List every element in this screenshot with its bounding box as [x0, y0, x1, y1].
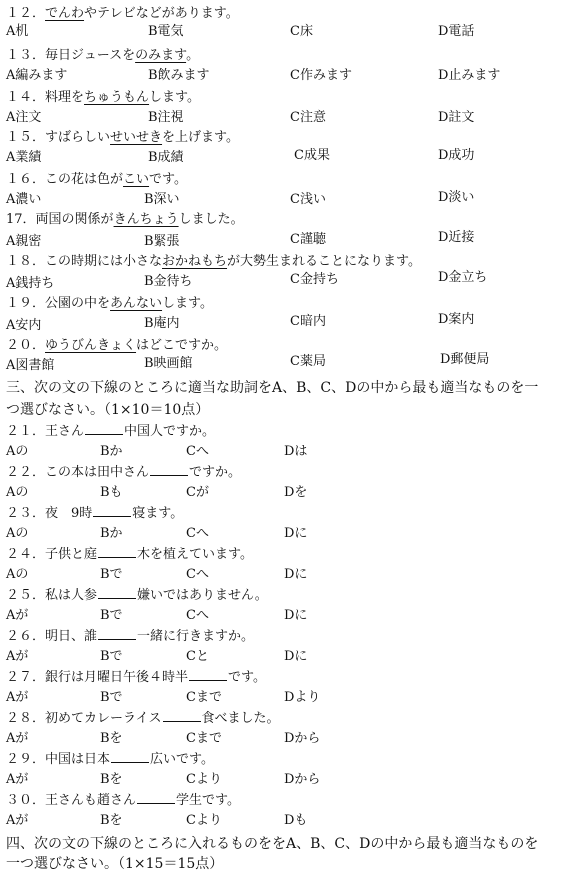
option-d: D電話 [438, 24, 475, 39]
option-a: Aの [6, 567, 29, 582]
answer-blank [98, 545, 136, 558]
question-20 [6, 336, 227, 356]
option-a: Aの [6, 485, 29, 500]
question-number: ２２． [6, 465, 46, 480]
option-a: Aの [6, 526, 29, 541]
question-29 [6, 750, 214, 770]
question-number: ２３． [6, 506, 46, 521]
option-a: Aが [6, 649, 29, 664]
underlined-word: せいせき [110, 130, 163, 145]
question-24 [6, 545, 253, 565]
option-b: Bを [100, 731, 123, 746]
question-28 [6, 709, 280, 729]
option-c: C成果 [294, 148, 330, 163]
question-number: 17． [6, 212, 36, 227]
question-number: １２． [6, 6, 46, 21]
option-b: Bを [100, 772, 123, 787]
underlined-word: のみます [135, 48, 187, 63]
question-18 [6, 252, 421, 272]
option-b: Bを [100, 813, 123, 828]
question-text-post: が大勢生まれることになります。 [227, 254, 422, 269]
question-text-pre: 中国は日本 [45, 752, 111, 767]
option-d: D金立ち [438, 270, 488, 285]
underlined-word: ちゅうもん [84, 90, 150, 105]
question-number: ３０． [6, 793, 46, 808]
question-text-pre: 明日、誰 [45, 629, 98, 644]
question-text-pre: 両国の関係が [35, 212, 114, 227]
option-a: Aが [6, 813, 29, 828]
option-d: Dより [284, 690, 321, 705]
option-c: Cへ [186, 444, 209, 459]
option-a: Aが [6, 608, 29, 623]
underlined-word: あんない [110, 296, 163, 311]
question-text-pre: 公園の中を [45, 296, 111, 311]
option-d: D案内 [438, 312, 475, 327]
question-30 [6, 791, 240, 811]
question-text-pre: すばらしい [45, 130, 111, 145]
question-14 [6, 88, 200, 108]
question-text-post: 一緒に行きますか。 [137, 629, 255, 644]
option-d: Dを [284, 485, 308, 500]
option-c: C金持ち [290, 272, 339, 287]
option-d: D近接 [438, 230, 475, 245]
option-a: A図書館 [6, 358, 55, 373]
section-4-instruction-line-2: 一つ選びなさい。（1×15＝15点） [6, 856, 224, 872]
question-number: １８． [6, 254, 46, 269]
question-text-pre: 私は人参 [45, 588, 98, 603]
option-d: D成功 [438, 148, 475, 163]
option-c: Cより [186, 813, 222, 828]
question-25 [6, 586, 268, 606]
option-c: C注意 [290, 110, 326, 125]
section-4-instruction-line-1: 四、次の文の下線のところに入れるものををA、B、C、Dの中から最も適当なものを [6, 836, 539, 852]
option-b: Bか [100, 526, 123, 541]
question-13 [6, 46, 199, 66]
option-a: A編みます [6, 68, 68, 83]
question-text-post: します。 [162, 296, 214, 311]
answer-blank [163, 709, 201, 722]
question-text-pre: 料理を [45, 90, 85, 105]
option-a: A濃い [6, 192, 42, 207]
question-text-post: 嫌いではありません。 [137, 588, 268, 603]
underlined-word: でんわ [45, 6, 85, 21]
answer-blank [98, 627, 136, 640]
option-a: Aが [6, 731, 29, 746]
question-text-post: 食べました。 [201, 711, 280, 726]
option-a: Aが [6, 772, 29, 787]
option-a: A安内 [6, 318, 42, 333]
underlined-word: きんちょう [113, 212, 179, 227]
question-number: １５． [6, 130, 46, 145]
question-text-post: 寝ます。 [132, 506, 184, 521]
option-d: D郵便局 [440, 352, 490, 367]
question-text-post: です。 [149, 172, 188, 187]
option-d: Dに [284, 608, 308, 623]
option-d: Dから [284, 731, 321, 746]
section-3-instruction-line-2: つ選びなさい。（1×10＝10点） [6, 402, 210, 418]
option-c: Cまで [186, 731, 222, 746]
question-number: １６． [6, 172, 46, 187]
question-23 [6, 504, 183, 524]
question-22 [6, 463, 241, 483]
question-27 [6, 668, 266, 688]
option-c: C浅い [290, 192, 326, 207]
option-c: C作みます [290, 68, 352, 83]
question-text-pre: この本は田中さん [45, 465, 150, 480]
question-number: ２５． [6, 588, 46, 603]
section-3-instruction-line-1: 三、次の文の下線のところに適当な助詞をA、B、C、Dの中から最も適当なものを一 [6, 380, 539, 396]
question-text-post: 学生です。 [176, 793, 240, 808]
question-text-post: です。 [228, 670, 266, 685]
question-26 [6, 627, 254, 647]
option-b: B電気 [148, 24, 184, 39]
question-text-post: を上げます。 [162, 130, 240, 145]
option-c: Cまで [186, 690, 222, 705]
option-b: B深い [144, 192, 180, 207]
option-b: B成績 [148, 150, 184, 165]
option-c: Cへ [186, 567, 209, 582]
question-text-pre: 初めてカレーライス [45, 711, 162, 726]
question-text-pre: 子供と庭 [45, 547, 98, 562]
option-c: Cより [186, 772, 222, 787]
underlined-word: ゆうびんきょく [45, 338, 137, 353]
answer-blank [98, 586, 136, 599]
option-b: Bか [100, 444, 123, 459]
question-number: ２６． [6, 629, 46, 644]
option-c: C謹聴 [290, 232, 326, 247]
answer-blank [85, 422, 123, 435]
option-a: Aの [6, 444, 29, 459]
option-c: C床 [290, 24, 313, 39]
option-c: Cが [186, 485, 209, 500]
option-d: Dに [284, 526, 308, 541]
question-15 [6, 128, 239, 148]
question-12 [6, 4, 239, 24]
option-a: A机 [6, 24, 29, 39]
question-text-pre: 王さんも趙さん [45, 793, 137, 808]
question-text-pre: この花は色が [45, 172, 124, 187]
option-a: Aが [6, 690, 29, 705]
question-text-post: 木を植えています。 [137, 547, 253, 562]
question-17 [6, 210, 244, 230]
option-c: C薬局 [290, 354, 326, 369]
question-text-post: 中国人ですか。 [124, 424, 216, 439]
question-21 [6, 422, 215, 442]
question-number: ２７． [6, 670, 46, 685]
question-text-pre: この時期には小さな [45, 254, 163, 269]
option-d: Dから [284, 772, 321, 787]
option-b: Bで [100, 649, 123, 664]
answer-blank [137, 791, 175, 804]
option-d: D止みます [438, 68, 501, 83]
option-a: A銭持ち [6, 276, 55, 291]
question-text-post: 広いです。 [150, 752, 214, 767]
option-c: Cへ [186, 526, 209, 541]
question-number: １９． [6, 296, 46, 311]
option-d: D註文 [438, 110, 475, 125]
question-text-pre: 毎日ジュースを [45, 48, 136, 63]
question-16 [6, 170, 187, 190]
question-text-post: しました。 [178, 212, 244, 227]
option-b: B飲みます [148, 68, 210, 83]
option-b: Bで [100, 690, 123, 705]
option-d: Dに [284, 567, 308, 582]
answer-blank [111, 750, 149, 763]
answer-blank [189, 668, 227, 681]
question-number: １３． [6, 48, 46, 63]
question-number: ２１． [6, 424, 46, 439]
question-number: ２８． [6, 711, 46, 726]
option-b: Bで [100, 608, 123, 623]
option-b: B注視 [148, 110, 184, 125]
answer-blank [150, 463, 188, 476]
option-b: Bで [100, 567, 123, 582]
option-a: A業績 [6, 150, 42, 165]
option-b: B庵内 [144, 316, 180, 331]
option-d: D淡い [438, 190, 475, 205]
option-a: A親密 [6, 234, 42, 249]
question-number: １４． [6, 90, 46, 105]
question-text-pre: 王さん [45, 424, 85, 439]
question-number: ２９． [6, 752, 46, 767]
question-text-post: します。 [149, 90, 201, 105]
option-d: Dは [284, 444, 308, 459]
question-text-post: はどこですか。 [136, 338, 228, 353]
option-c: C暗内 [290, 314, 326, 329]
option-c: Cへ [186, 608, 209, 623]
question-text-pre: 夜 9時 [45, 506, 93, 521]
question-number: ２０． [6, 338, 46, 353]
question-19 [6, 294, 213, 314]
question-text-post: やテレビなどがあります。 [84, 6, 239, 21]
option-c: Cと [186, 649, 209, 664]
question-number: ２４． [6, 547, 46, 562]
option-b: B金待ち [144, 274, 193, 289]
question-text-post: 。 [186, 48, 200, 63]
underlined-word: おかねもち [162, 254, 228, 269]
question-text-post: ですか。 [189, 465, 242, 480]
option-b: B映画館 [144, 356, 193, 371]
answer-blank [93, 504, 131, 517]
question-text-pre: 銀行は月曜日午後４時半 [45, 670, 189, 685]
underlined-word: こい [123, 172, 150, 187]
option-b: B緊張 [144, 234, 180, 249]
option-d: Dに [284, 649, 308, 664]
option-d: Dも [284, 813, 308, 828]
option-b: Bも [100, 485, 123, 500]
option-a: A注文 [6, 110, 42, 125]
